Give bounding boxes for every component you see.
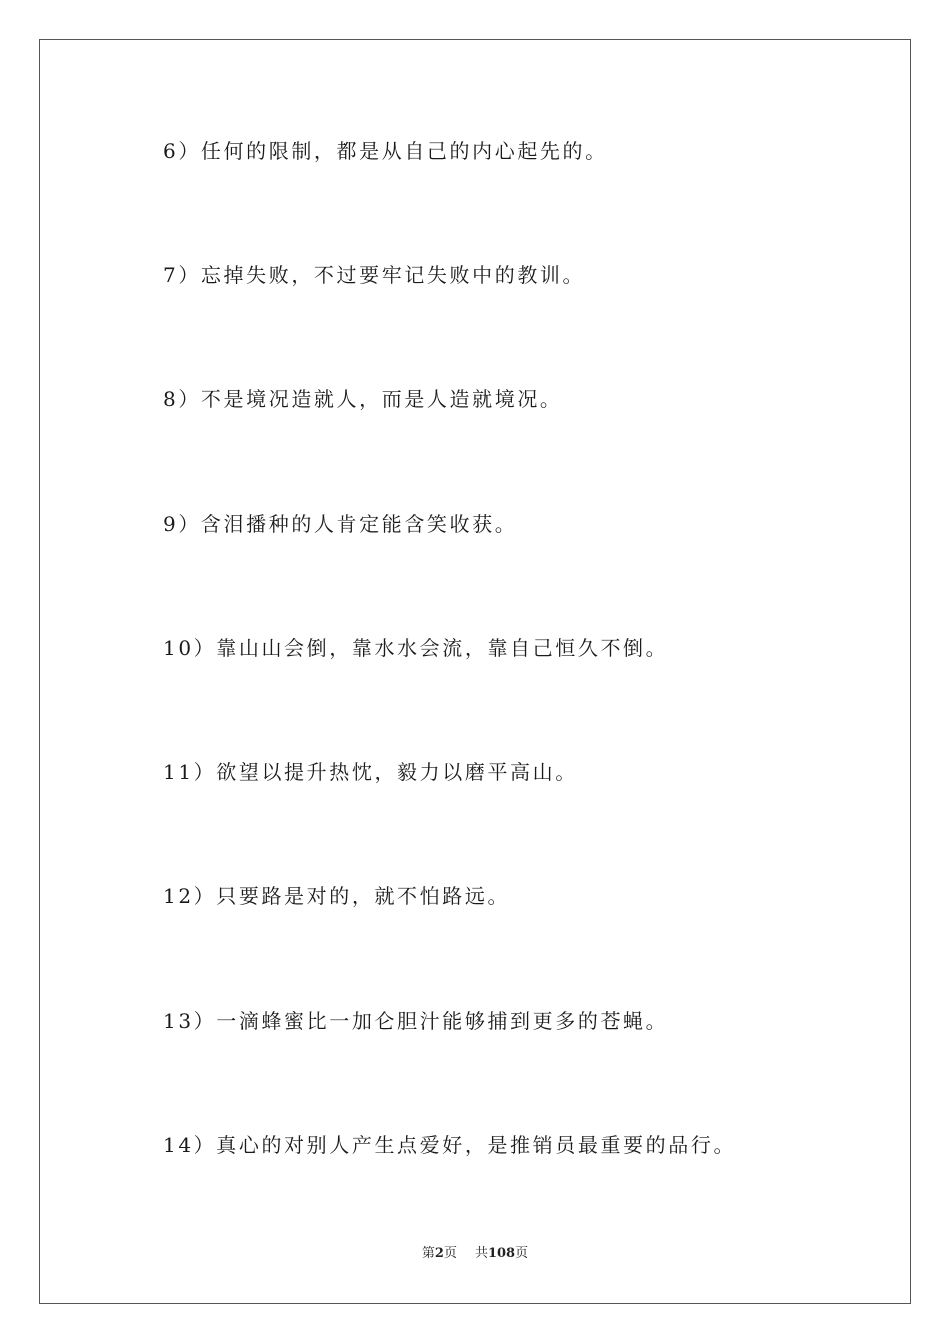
text-line-13: 13）一滴蜂蜜比一加仑胆汁能够捕到更多的苍蝇。 — [163, 1009, 669, 1033]
text-line-11: 11）欲望以提升热忱，毅力以磨平高山。 — [163, 760, 578, 784]
text-line-14: 14）真心的对别人产生点爱好，是推销员最重要的品行。 — [163, 1133, 737, 1157]
text-line-7: 7）忘掉失败，不过要牢记失败中的教训。 — [163, 263, 586, 287]
text-line-9: 9）含泪播种的人肯定能含笑收获。 — [163, 512, 518, 536]
page-footer — [0, 1245, 950, 1263]
footer-total-suffix: 页 — [515, 1246, 529, 1261]
page-border — [39, 39, 911, 1304]
text-line-10: 10）靠山山会倒，靠水水会流，靠自己恒久不倒。 — [163, 636, 669, 660]
footer-total-prefix: 共 — [474, 1246, 488, 1261]
text-line-12: 12）只要路是对的，就不怕路远。 — [163, 884, 511, 908]
footer-total-number: 108 — [487, 1246, 516, 1261]
text-line-8: 8）不是境况造就人，而是人造就境况。 — [163, 387, 563, 411]
footer-page-number: 2 — [434, 1246, 444, 1261]
footer-page-suffix: 页 — [443, 1246, 457, 1261]
text-line-6: 6）任何的限制，都是从自己的内心起先的。 — [163, 139, 608, 163]
footer-page-prefix: 第 — [421, 1246, 435, 1261]
